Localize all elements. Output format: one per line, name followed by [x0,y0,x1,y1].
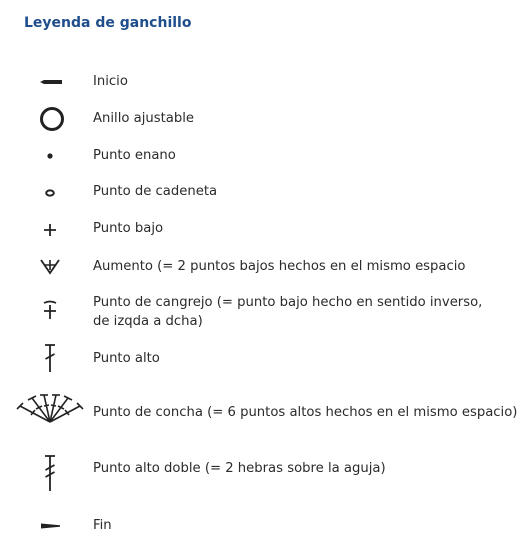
legend-label: Aumento (= 2 puntos bajos hechos en el mismo espacio [93,259,466,274]
legend-row-double-crochet [0,342,521,372]
crab-stitch-icon [40,299,60,321]
legend-row-single-crochet [0,219,521,239]
magic-ring-icon [38,105,66,133]
legend-label: Punto enano [93,148,176,163]
double-crochet-icon [42,342,58,374]
legend-row-slip-stitch [0,146,521,166]
legend-row-crab-stitch [0,293,521,333]
legend-row-end [0,516,521,536]
treble-crochet-icon [42,453,58,493]
increase-icon [38,257,62,277]
legend-label: Punto de cadeneta [93,184,218,199]
legend-row-start [0,72,521,92]
legend-row-magic-ring [0,104,521,132]
legend-row-treble-crochet [0,451,521,491]
legend-label: Fin [93,518,112,533]
legend-label: Punto alto [93,351,160,366]
legend-label: Punto de concha (= 6 puntos altos hechos en el mismo espacio) [93,405,518,420]
legend-row-chain-stitch [0,182,521,202]
legend-label: Punto de cangrejo (= punto bajo hecho en sentido inverso, [93,295,483,310]
legend-label: Anillo ajustable [93,111,195,126]
legend-row-increase [0,257,521,277]
legend-label: Inicio [93,74,128,89]
legend-label: Punto bajo [93,221,164,236]
start-arrow-icon [38,77,64,87]
legend-row-shell-stitch [0,392,521,432]
legend-label: Punto alto doble (= 2 hebras sobre la aguja) [93,461,386,476]
legend-title: Leyenda de ganchillo [24,15,192,31]
single-crochet-plus-icon [42,222,58,238]
slip-stitch-dot-icon [44,150,56,162]
shell-stitch-icon [14,392,86,428]
end-arrow-icon [38,521,64,531]
legend-label-continuation: de izqda a dcha) [93,314,203,329]
chain-stitch-oval-icon [43,187,57,199]
